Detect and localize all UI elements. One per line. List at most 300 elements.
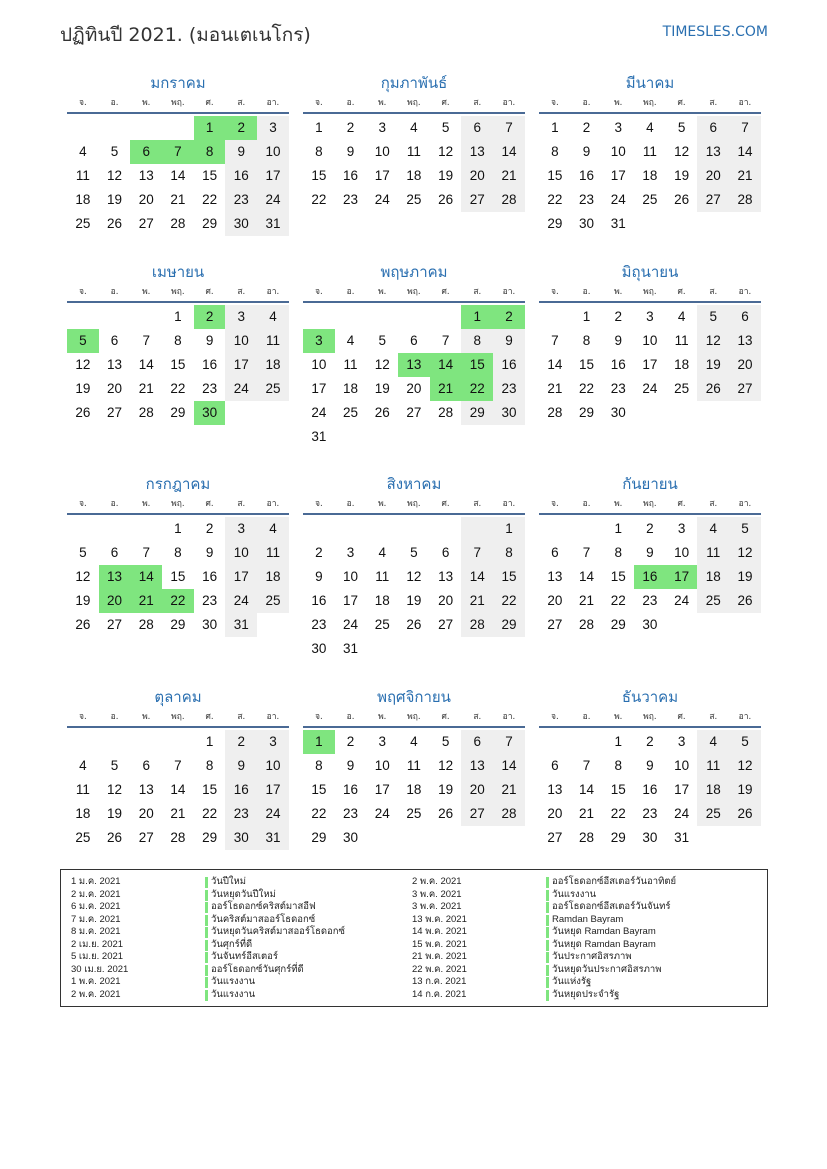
day-cell: 29 — [202, 830, 218, 845]
day-cell: 15 — [170, 357, 186, 372]
day-cell: 26 — [729, 802, 761, 826]
day-cell: 15 — [610, 782, 626, 797]
day-cell: 22 — [579, 381, 595, 396]
day-cell: 16 — [225, 164, 257, 188]
empty-cell — [493, 637, 525, 661]
empty-cell — [67, 730, 99, 754]
holiday-color-marker — [546, 890, 549, 901]
day-cell: 29 — [202, 216, 218, 231]
holiday-date: 15 พ.ค. 2021 — [412, 938, 467, 950]
weekday-label: ส. — [709, 499, 718, 509]
holiday-entry — [412, 976, 752, 989]
day-cell: 5 — [441, 734, 450, 749]
weekday-label: จ. — [315, 98, 323, 108]
weekday-label: พ. — [614, 712, 623, 722]
holiday-entry — [412, 926, 752, 939]
weekday-label: ศ. — [677, 287, 686, 297]
day-cell: 19 — [697, 353, 729, 377]
day-cell: 16 — [225, 778, 257, 802]
day-cell: 29 — [170, 405, 186, 420]
month-block — [67, 471, 289, 637]
holiday-date: 7 ม.ค. 2021 — [71, 913, 121, 925]
day-cell: 24 — [610, 192, 626, 207]
holiday-name: วันหยุดวันประกาศอิสรภาพ — [552, 963, 662, 975]
month-block — [303, 259, 525, 449]
month-block — [303, 471, 525, 661]
day-cell: 26 — [729, 589, 761, 613]
day-cell: 3 — [225, 305, 257, 329]
day-cell: 10 — [257, 140, 289, 164]
day-cell: 7 — [142, 333, 150, 348]
weekday-label: พฤ. — [171, 499, 185, 509]
day-cell: 27 — [406, 405, 422, 420]
holiday-color-marker — [205, 927, 208, 938]
day-cell: 28 — [729, 188, 761, 212]
day-cell: 8 — [582, 333, 591, 348]
month-name: กุมภาพันธ์ — [380, 74, 448, 92]
day-cell: 12 — [107, 168, 123, 183]
weekday-label: อ. — [110, 712, 119, 722]
day-cell: 10 — [225, 329, 257, 353]
day-cell: 31 — [311, 429, 327, 444]
weekday-label: จ. — [79, 287, 87, 297]
day-cell: 22 — [311, 806, 327, 821]
day-cell: 8 — [461, 329, 493, 353]
weekday-label: ส. — [473, 499, 482, 509]
day-cell: 6 — [461, 730, 493, 754]
day-grid — [303, 114, 525, 212]
day-cell: 4 — [410, 120, 418, 135]
day-cell: 17 — [225, 353, 257, 377]
holiday-date: 8 ม.ค. 2021 — [71, 926, 121, 937]
holiday-legend — [60, 869, 768, 1007]
day-cell: 16 — [343, 168, 359, 183]
weekday-label: ส. — [473, 712, 482, 722]
day-cell: 29 — [579, 405, 595, 420]
empty-cell — [366, 826, 398, 850]
day-cell: 19 — [75, 381, 91, 396]
day-cell: 16 — [610, 357, 626, 372]
day-cell: 12 — [674, 144, 690, 159]
day-cell: 25 — [406, 806, 422, 821]
day-cell: 27 — [438, 617, 454, 632]
weekday-label: ส. — [709, 712, 718, 722]
holiday-date: 1 พ.ค. 2021 — [71, 976, 121, 987]
day-cell: 7 — [142, 545, 150, 560]
day-cell: 30 — [194, 401, 226, 425]
day-cell: 22 — [311, 192, 327, 207]
day-cell: 24 — [257, 802, 289, 826]
day-cell: 30 — [642, 617, 658, 632]
day-cell: 8 — [614, 758, 622, 773]
day-cell: 24 — [343, 617, 359, 632]
day-cell: 30 — [311, 641, 327, 656]
day-cell: 9 — [225, 754, 257, 778]
day-cell: 14 — [461, 565, 493, 589]
holiday-name: วันหยุดวันคริสต์มาสออร์โธดอกซ์ — [211, 926, 345, 937]
empty-cell — [257, 613, 289, 637]
day-cell: 28 — [493, 802, 525, 826]
holiday-entry — [412, 876, 752, 889]
day-cell: 3 — [646, 309, 654, 324]
empty-cell — [162, 116, 194, 140]
empty-cell — [697, 212, 729, 236]
day-cell: 27 — [461, 802, 493, 826]
weekday-header — [303, 710, 525, 728]
day-cell: 10 — [225, 541, 257, 565]
brand-link[interactable]: TIMESLES.COM — [662, 24, 768, 40]
day-cell: 10 — [674, 758, 690, 773]
holiday-name: วันประกาศอิสรภาพ — [552, 951, 632, 962]
day-cell: 5 — [697, 305, 729, 329]
day-cell: 30 — [343, 830, 359, 845]
empty-cell — [430, 305, 462, 329]
holiday-date: 6 ม.ค. 2021 — [71, 901, 121, 912]
day-cell: 3 — [614, 120, 622, 135]
weekday-label: จ. — [551, 98, 559, 108]
day-cell: 5 — [441, 120, 450, 135]
day-cell: 1 — [174, 309, 182, 324]
day-cell: 26 — [75, 405, 91, 420]
day-cell: 17 — [311, 381, 327, 396]
day-cell: 16 — [202, 569, 218, 584]
day-cell: 25 — [343, 405, 359, 420]
day-cell: 7 — [174, 758, 182, 773]
day-cell: 11 — [406, 144, 421, 159]
day-cell: 1 — [174, 521, 182, 536]
weekday-label: อ. — [346, 712, 355, 722]
day-cell: 17 — [257, 778, 289, 802]
weekday-label: พ. — [142, 499, 151, 509]
day-cell: 1 — [315, 120, 323, 135]
day-cell: 9 — [225, 140, 257, 164]
month-name: พฤศจิกายน — [377, 688, 451, 706]
day-cell: 27 — [729, 377, 761, 401]
holiday-color-marker — [546, 990, 549, 1001]
day-cell: 21 — [547, 381, 563, 396]
day-grid — [539, 515, 761, 637]
day-cell: 11 — [697, 541, 729, 565]
day-cell: 10 — [311, 357, 327, 372]
day-cell: 20 — [438, 593, 454, 608]
day-cell: 20 — [547, 593, 563, 608]
weekday-label: พฤ. — [407, 98, 421, 108]
day-cell: 3 — [346, 545, 355, 560]
day-cell: 5 — [677, 120, 686, 135]
holiday-name: วันหยุด Ramdan Bayram — [552, 926, 656, 937]
weekday-label: อา. — [502, 499, 516, 509]
day-cell: 5 — [729, 730, 761, 754]
weekday-label: อา. — [738, 287, 752, 297]
empty-cell — [398, 305, 430, 329]
day-cell: 19 — [438, 168, 454, 183]
weekday-label: พฤ. — [643, 499, 657, 509]
day-cell: 4 — [79, 144, 87, 159]
day-cell: 12 — [438, 144, 454, 159]
day-cell: 5 — [729, 517, 761, 541]
month-name: ตุลาคม — [154, 688, 202, 706]
day-cell: 2 — [346, 734, 355, 749]
weekday-header — [67, 96, 289, 114]
holiday-color-marker — [546, 940, 549, 951]
month-name: สิงหาคม — [386, 475, 442, 493]
day-cell: 23 — [225, 188, 257, 212]
empty-cell — [729, 826, 761, 850]
day-cell: 4 — [378, 545, 386, 560]
day-cell: 11 — [257, 329, 289, 353]
day-cell: 21 — [493, 778, 525, 802]
day-cell: 12 — [107, 782, 123, 797]
day-cell: 17 — [674, 782, 690, 797]
day-cell: 15 — [547, 168, 563, 183]
day-cell: 19 — [374, 381, 390, 396]
holiday-entry — [71, 976, 411, 989]
holiday-color-marker — [205, 902, 208, 913]
month-block — [303, 70, 525, 212]
day-cell: 30 — [225, 212, 257, 236]
weekday-label: อา. — [738, 712, 752, 722]
holiday-date: 30 เม.ย. 2021 — [71, 963, 129, 975]
day-cell: 12 — [729, 541, 761, 565]
day-cell: 10 — [642, 333, 658, 348]
weekday-label: ส. — [237, 287, 246, 297]
holiday-color-marker — [205, 890, 208, 901]
weekday-label: พ. — [614, 287, 623, 297]
empty-cell — [67, 116, 99, 140]
day-cell: 25 — [374, 617, 390, 632]
day-cell: 21 — [430, 377, 462, 401]
month-block — [67, 684, 289, 850]
weekday-label: จ. — [79, 98, 87, 108]
holiday-date: 22 พ.ค. 2021 — [412, 963, 467, 975]
day-cell: 17 — [374, 168, 390, 183]
day-cell: 14 — [130, 565, 162, 589]
day-cell: 18 — [406, 782, 422, 797]
weekday-label: พฤ. — [643, 98, 657, 108]
day-cell: 31 — [257, 212, 289, 236]
day-cell: 12 — [438, 758, 454, 773]
day-cell: 23 — [493, 377, 525, 401]
day-cell: 3 — [378, 120, 386, 135]
day-cell: 3 — [677, 734, 686, 749]
empty-cell — [335, 425, 367, 449]
day-cell: 6 — [142, 758, 150, 773]
day-cell: 25 — [642, 192, 658, 207]
day-cell: 23 — [202, 381, 218, 396]
day-cell: 13 — [398, 353, 430, 377]
day-cell: 18 — [642, 168, 658, 183]
weekday-label: พฤ. — [407, 499, 421, 509]
weekday-label: จ. — [551, 287, 559, 297]
day-cell: 15 — [202, 168, 218, 183]
day-cell: 19 — [729, 778, 761, 802]
day-cell: 5 — [410, 545, 418, 560]
day-cell: 12 — [75, 569, 91, 584]
day-cell: 27 — [547, 617, 563, 632]
weekday-header — [539, 285, 761, 303]
empty-cell — [99, 305, 131, 329]
day-cell: 2 — [225, 730, 257, 754]
day-cell: 29 — [311, 830, 327, 845]
empty-cell — [729, 212, 761, 236]
weekday-label: ศ. — [677, 499, 686, 509]
empty-cell — [130, 116, 162, 140]
weekday-label: ส. — [709, 98, 718, 108]
day-cell: 26 — [75, 617, 91, 632]
day-cell: 4 — [257, 517, 289, 541]
empty-cell — [430, 826, 462, 850]
weekday-header — [303, 497, 525, 515]
weekday-label: อา. — [502, 287, 516, 297]
day-cell: 27 — [107, 617, 123, 632]
day-cell: 2 — [646, 521, 654, 536]
weekday-label: ศ. — [205, 287, 214, 297]
day-cell: 30 — [493, 401, 525, 425]
empty-cell — [430, 517, 462, 541]
weekday-label: ศ. — [677, 98, 686, 108]
day-cell: 25 — [697, 802, 729, 826]
holiday-entry — [71, 989, 411, 1002]
day-cell: 24 — [225, 377, 257, 401]
month-name: ธันวาคม — [621, 688, 679, 706]
day-cell: 19 — [729, 565, 761, 589]
day-cell: 17 — [343, 593, 359, 608]
holiday-date: 13 พ.ค. 2021 — [412, 913, 467, 925]
day-cell: 11 — [697, 754, 729, 778]
day-cell: 23 — [225, 802, 257, 826]
holiday-entry — [412, 951, 752, 964]
empty-cell — [666, 613, 698, 637]
holiday-entry — [71, 951, 411, 964]
weekday-label: ส. — [237, 499, 246, 509]
day-cell: 18 — [75, 192, 91, 207]
day-cell: 13 — [107, 357, 123, 372]
day-cell: 8 — [174, 333, 182, 348]
day-cell: 25 — [257, 377, 289, 401]
empty-cell — [493, 826, 525, 850]
holiday-legend-column-left — [71, 876, 411, 1001]
day-cell: 14 — [170, 782, 186, 797]
day-cell: 26 — [697, 377, 729, 401]
day-cell: 21 — [138, 381, 154, 396]
day-cell: 20 — [729, 353, 761, 377]
day-cell: 26 — [438, 192, 454, 207]
day-grid — [539, 728, 761, 850]
holiday-name: วันศุกร์ที่ดี — [211, 938, 253, 950]
day-grid — [539, 114, 761, 236]
day-cell: 23 — [311, 617, 327, 632]
holiday-name: ออร์โธดอกซ์คริสต์มาสอีฟ — [211, 901, 316, 912]
holiday-color-marker — [546, 965, 549, 976]
empty-cell — [430, 637, 462, 661]
day-cell: 6 — [697, 116, 729, 140]
holiday-date: 14 พ.ค. 2021 — [412, 926, 467, 937]
page-title: ปฏิทินปี 2021. (มอนเตเนโกร) — [60, 24, 311, 46]
day-cell: 14 — [547, 357, 563, 372]
holiday-entry — [412, 914, 752, 927]
weekday-header — [303, 96, 525, 114]
holiday-date: 2 พ.ค. 2021 — [71, 988, 121, 1000]
day-cell: 10 — [374, 144, 390, 159]
day-cell: 28 — [138, 405, 154, 420]
weekday-label: ส. — [237, 98, 246, 108]
day-cell: 18 — [406, 168, 422, 183]
day-cell: 19 — [438, 782, 454, 797]
day-cell: 2 — [346, 120, 355, 135]
weekday-label: พฤ. — [407, 287, 421, 297]
day-cell: 26 — [107, 830, 123, 845]
day-cell: 25 — [406, 192, 422, 207]
day-cell: 21 — [461, 589, 493, 613]
weekday-label: พฤ. — [171, 712, 185, 722]
day-cell: 14 — [579, 569, 595, 584]
weekday-label: อา. — [502, 98, 516, 108]
day-cell: 25 — [75, 830, 91, 845]
empty-cell — [398, 826, 430, 850]
day-cell: 11 — [642, 144, 657, 159]
day-cell: 9 — [646, 758, 654, 773]
day-cell: 28 — [493, 188, 525, 212]
day-cell: 15 — [610, 569, 626, 584]
day-cell: 9 — [346, 144, 355, 159]
day-cell: 13 — [729, 329, 761, 353]
weekday-header — [539, 497, 761, 515]
day-cell: 24 — [257, 188, 289, 212]
holiday-entry — [412, 889, 752, 902]
day-cell: 24 — [674, 806, 690, 821]
day-cell: 27 — [547, 830, 563, 845]
empty-cell — [398, 517, 430, 541]
day-cell: 6 — [729, 305, 761, 329]
holiday-name: วันแห่งรัฐ — [552, 976, 592, 987]
day-cell: 13 — [461, 754, 493, 778]
day-cell: 31 — [610, 216, 626, 231]
holiday-name: Ramdan Bayram — [552, 913, 624, 925]
weekday-label: อา. — [738, 499, 752, 509]
holiday-legend-column-right — [412, 876, 752, 1001]
weekday-label: อ. — [110, 499, 119, 509]
weekday-label: ศ. — [441, 712, 450, 722]
weekday-label: พ. — [614, 98, 623, 108]
empty-cell — [493, 425, 525, 449]
empty-cell — [729, 401, 761, 425]
weekday-header — [539, 710, 761, 728]
day-cell: 23 — [610, 381, 626, 396]
weekday-label: ศ. — [441, 287, 450, 297]
empty-cell — [366, 637, 398, 661]
day-cell: 31 — [343, 641, 359, 656]
day-cell: 30 — [202, 617, 218, 632]
day-cell: 4 — [410, 734, 418, 749]
weekday-label: อา. — [266, 98, 280, 108]
weekday-label: จ. — [551, 499, 559, 509]
holiday-name: วันแรงงาน — [211, 976, 256, 987]
holiday-color-marker — [546, 977, 549, 988]
day-cell: 30 — [642, 830, 658, 845]
holiday-date: 5 เม.ย. 2021 — [71, 951, 124, 962]
holiday-entry — [71, 889, 411, 902]
empty-cell — [461, 826, 493, 850]
day-cell: 18 — [374, 593, 390, 608]
day-cell: 30 — [579, 216, 595, 231]
day-cell: 18 — [697, 778, 729, 802]
holiday-color-marker — [205, 965, 208, 976]
weekday-label: พ. — [614, 499, 623, 509]
day-cell: 30 — [225, 826, 257, 850]
holiday-name: วันแรงงาน — [552, 888, 597, 900]
weekday-label: อ. — [582, 98, 591, 108]
day-cell: 7 — [441, 333, 450, 348]
